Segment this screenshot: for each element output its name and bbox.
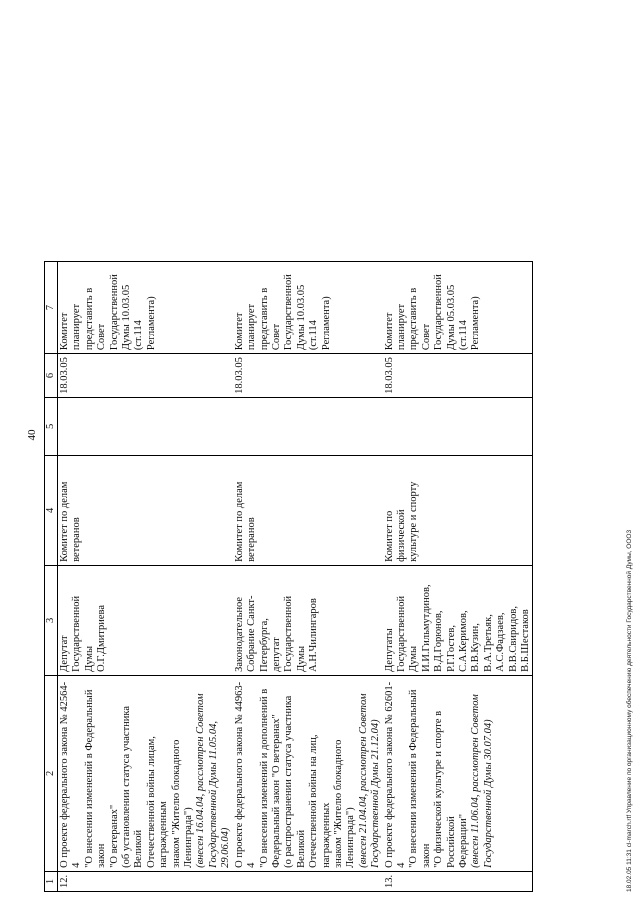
col-header-3: 3: [45, 565, 58, 675]
committee-line: Комитет по: [383, 510, 395, 562]
bill-title-line: "О физической культуре и спорте в Российской: [433, 710, 457, 868]
author-line: Законодательное: [233, 596, 245, 672]
status-line: представить в Совет: [83, 287, 108, 351]
row-number-cell: 12.: [58, 871, 233, 891]
author-line: Думы: [295, 645, 307, 672]
empty-cell: [58, 397, 233, 455]
table-row: [233, 262, 383, 892]
bill-title-line: "О внесении изменений в Федеральный закон: [83, 689, 108, 868]
status-cell: [383, 262, 533, 354]
footer-note: 18.02.05 11:31 cl-march.rtf Управление по организационному обеспечению деятельности Государственной Думы, ООО3: [626, 529, 633, 892]
committee-cell: [383, 455, 533, 565]
author-line: А.Н.Чилингаров: [308, 598, 320, 672]
col-header-2: 2: [45, 675, 58, 871]
date-cell: 18.03.05: [58, 354, 233, 398]
bill-title-line: знаком "Жителю блокадного Ленинграда"): [170, 739, 195, 868]
bill-title-cell: [58, 675, 233, 871]
author-line: А.С.Фадзаев,: [495, 612, 507, 672]
author-line: В.В.Свиридов,: [507, 605, 519, 672]
bill-note-line: Государственной Думы 11.05.04, 29.06.04): [207, 721, 232, 868]
author-line: Р.Г.Гостев,: [445, 625, 457, 672]
bill-title-line: (о распространении статуса участника Великой: [283, 695, 307, 868]
empty-cell: [383, 397, 533, 455]
status-cell: [58, 262, 233, 354]
row-number-cell: 13.: [383, 871, 533, 891]
bill-title-line: "О внесении изменений в Федеральный закон: [408, 689, 432, 868]
col-header-1: 1: [45, 871, 58, 891]
table-row: [58, 262, 233, 892]
status-line: Комитет планирует: [383, 303, 407, 351]
status-line: представить в Совет: [408, 287, 432, 351]
page-number: 40: [26, 429, 38, 441]
author-line: Депутаты: [383, 628, 395, 672]
author-line: Государственной: [395, 595, 407, 672]
author-line: В.А.Третьяк,: [482, 614, 494, 672]
status-line: представить в Совет: [258, 287, 282, 351]
author-line: В.Д.Горюнов,: [433, 610, 445, 672]
bill-title-line: "О внесении изменений и дополнений в: [258, 688, 270, 868]
status-line: Думы 10.03.05: [121, 284, 133, 351]
header-row: [45, 262, 58, 892]
status-line: Государственной: [283, 274, 295, 351]
bill-title-cell: [383, 675, 533, 871]
author-line: Государственной: [283, 595, 295, 672]
committee-line: ветеранов: [246, 517, 258, 562]
author-line: Петербурга,: [258, 618, 270, 672]
bill-note-line: Государственной Думы 30.07.04): [482, 719, 494, 868]
col-header-5: 5: [45, 397, 58, 455]
col-header-7: 7: [45, 262, 58, 354]
status-line: Думы 05.03.05: [445, 284, 457, 351]
col-header-4: 4: [45, 455, 58, 565]
bill-title-line: О проекте федерального закона № 42564-4: [59, 681, 83, 868]
status-line: Государственной: [108, 274, 120, 351]
status-line: Комитет планирует: [59, 303, 83, 351]
committee-line: Комитет по делам: [233, 481, 245, 562]
status-line: Комитет планирует: [233, 303, 258, 351]
author-cell: [233, 565, 383, 675]
author-line: Депутат: [59, 635, 70, 672]
status-line: Государственной: [433, 274, 445, 351]
status-line: Думы 10.03.05: [295, 284, 307, 351]
bill-title-line: О проекте федерального закона № 62601-4: [383, 681, 407, 868]
date-cell: 18.03.05: [233, 354, 383, 398]
committee-line: Комитет по делам: [59, 481, 70, 562]
author-line: В.В.Кузин,: [470, 623, 482, 672]
bill-title-line: (об установлении статуса участника Великой: [121, 705, 145, 868]
bill-note-line: (внесен 11.06.04, рассмотрен Советом: [470, 694, 482, 868]
committee-line: ветеранов: [71, 517, 83, 562]
bill-title-line: О проекте федерального закона № 44963-4: [233, 681, 258, 868]
author-line: Думы: [83, 645, 95, 672]
author-line: О.Г.Дмитриева: [96, 605, 108, 672]
committee-cell: [58, 455, 233, 565]
author-line: В.Б.Шестаков: [520, 609, 532, 672]
bill-title-line: знаком "Жителю блокадного Ленинграда"): [332, 739, 357, 868]
bill-title-line: Отечественной войны на лиц, награжденных: [308, 734, 332, 868]
author-line: Собрание Санкт-: [246, 595, 258, 672]
status-line: (ст.114 Регламента): [308, 296, 332, 351]
author-cell: [58, 565, 233, 675]
author-line: С.А.Керимов,: [458, 610, 469, 672]
author-cell: [383, 565, 533, 675]
status-line: (ст.114 Регламента): [133, 296, 157, 351]
date-cell: 18.03.05: [383, 354, 533, 398]
bill-note-line: (внесен 21.04.04, рассмотрен Советом: [357, 693, 369, 868]
author-line: Государственной: [71, 595, 83, 672]
committee-line: физической: [395, 509, 407, 562]
author-line: И.И.Гильмутдинов,: [420, 584, 432, 672]
row-number-cell: [233, 871, 383, 891]
bill-title-line: Федерации": [458, 814, 469, 868]
col-header-6: 6: [45, 354, 58, 398]
bill-title-line: "О ветеранах": [108, 804, 120, 868]
committee-line: культуре и спорту: [408, 481, 420, 562]
author-line: Думы: [408, 645, 420, 672]
author-line: депутат: [270, 637, 282, 672]
table-row: [383, 262, 533, 892]
empty-cell: [233, 397, 383, 455]
status-cell: [233, 262, 383, 354]
status-line: (ст.114 Регламента): [458, 296, 482, 351]
bills-table: [44, 261, 533, 892]
bill-note-line: (внесен 16.04.04, рассмотрен Советом: [195, 693, 207, 868]
bill-title-line: Отечественной войны лицам, награжденным: [145, 736, 170, 868]
committee-cell: [233, 455, 383, 565]
bill-title-line: Федеральный закон "О ветеранах": [270, 714, 282, 868]
bill-title-cell: [233, 675, 383, 871]
bill-note-line: Государственной Думы 21.12.04): [370, 719, 382, 868]
